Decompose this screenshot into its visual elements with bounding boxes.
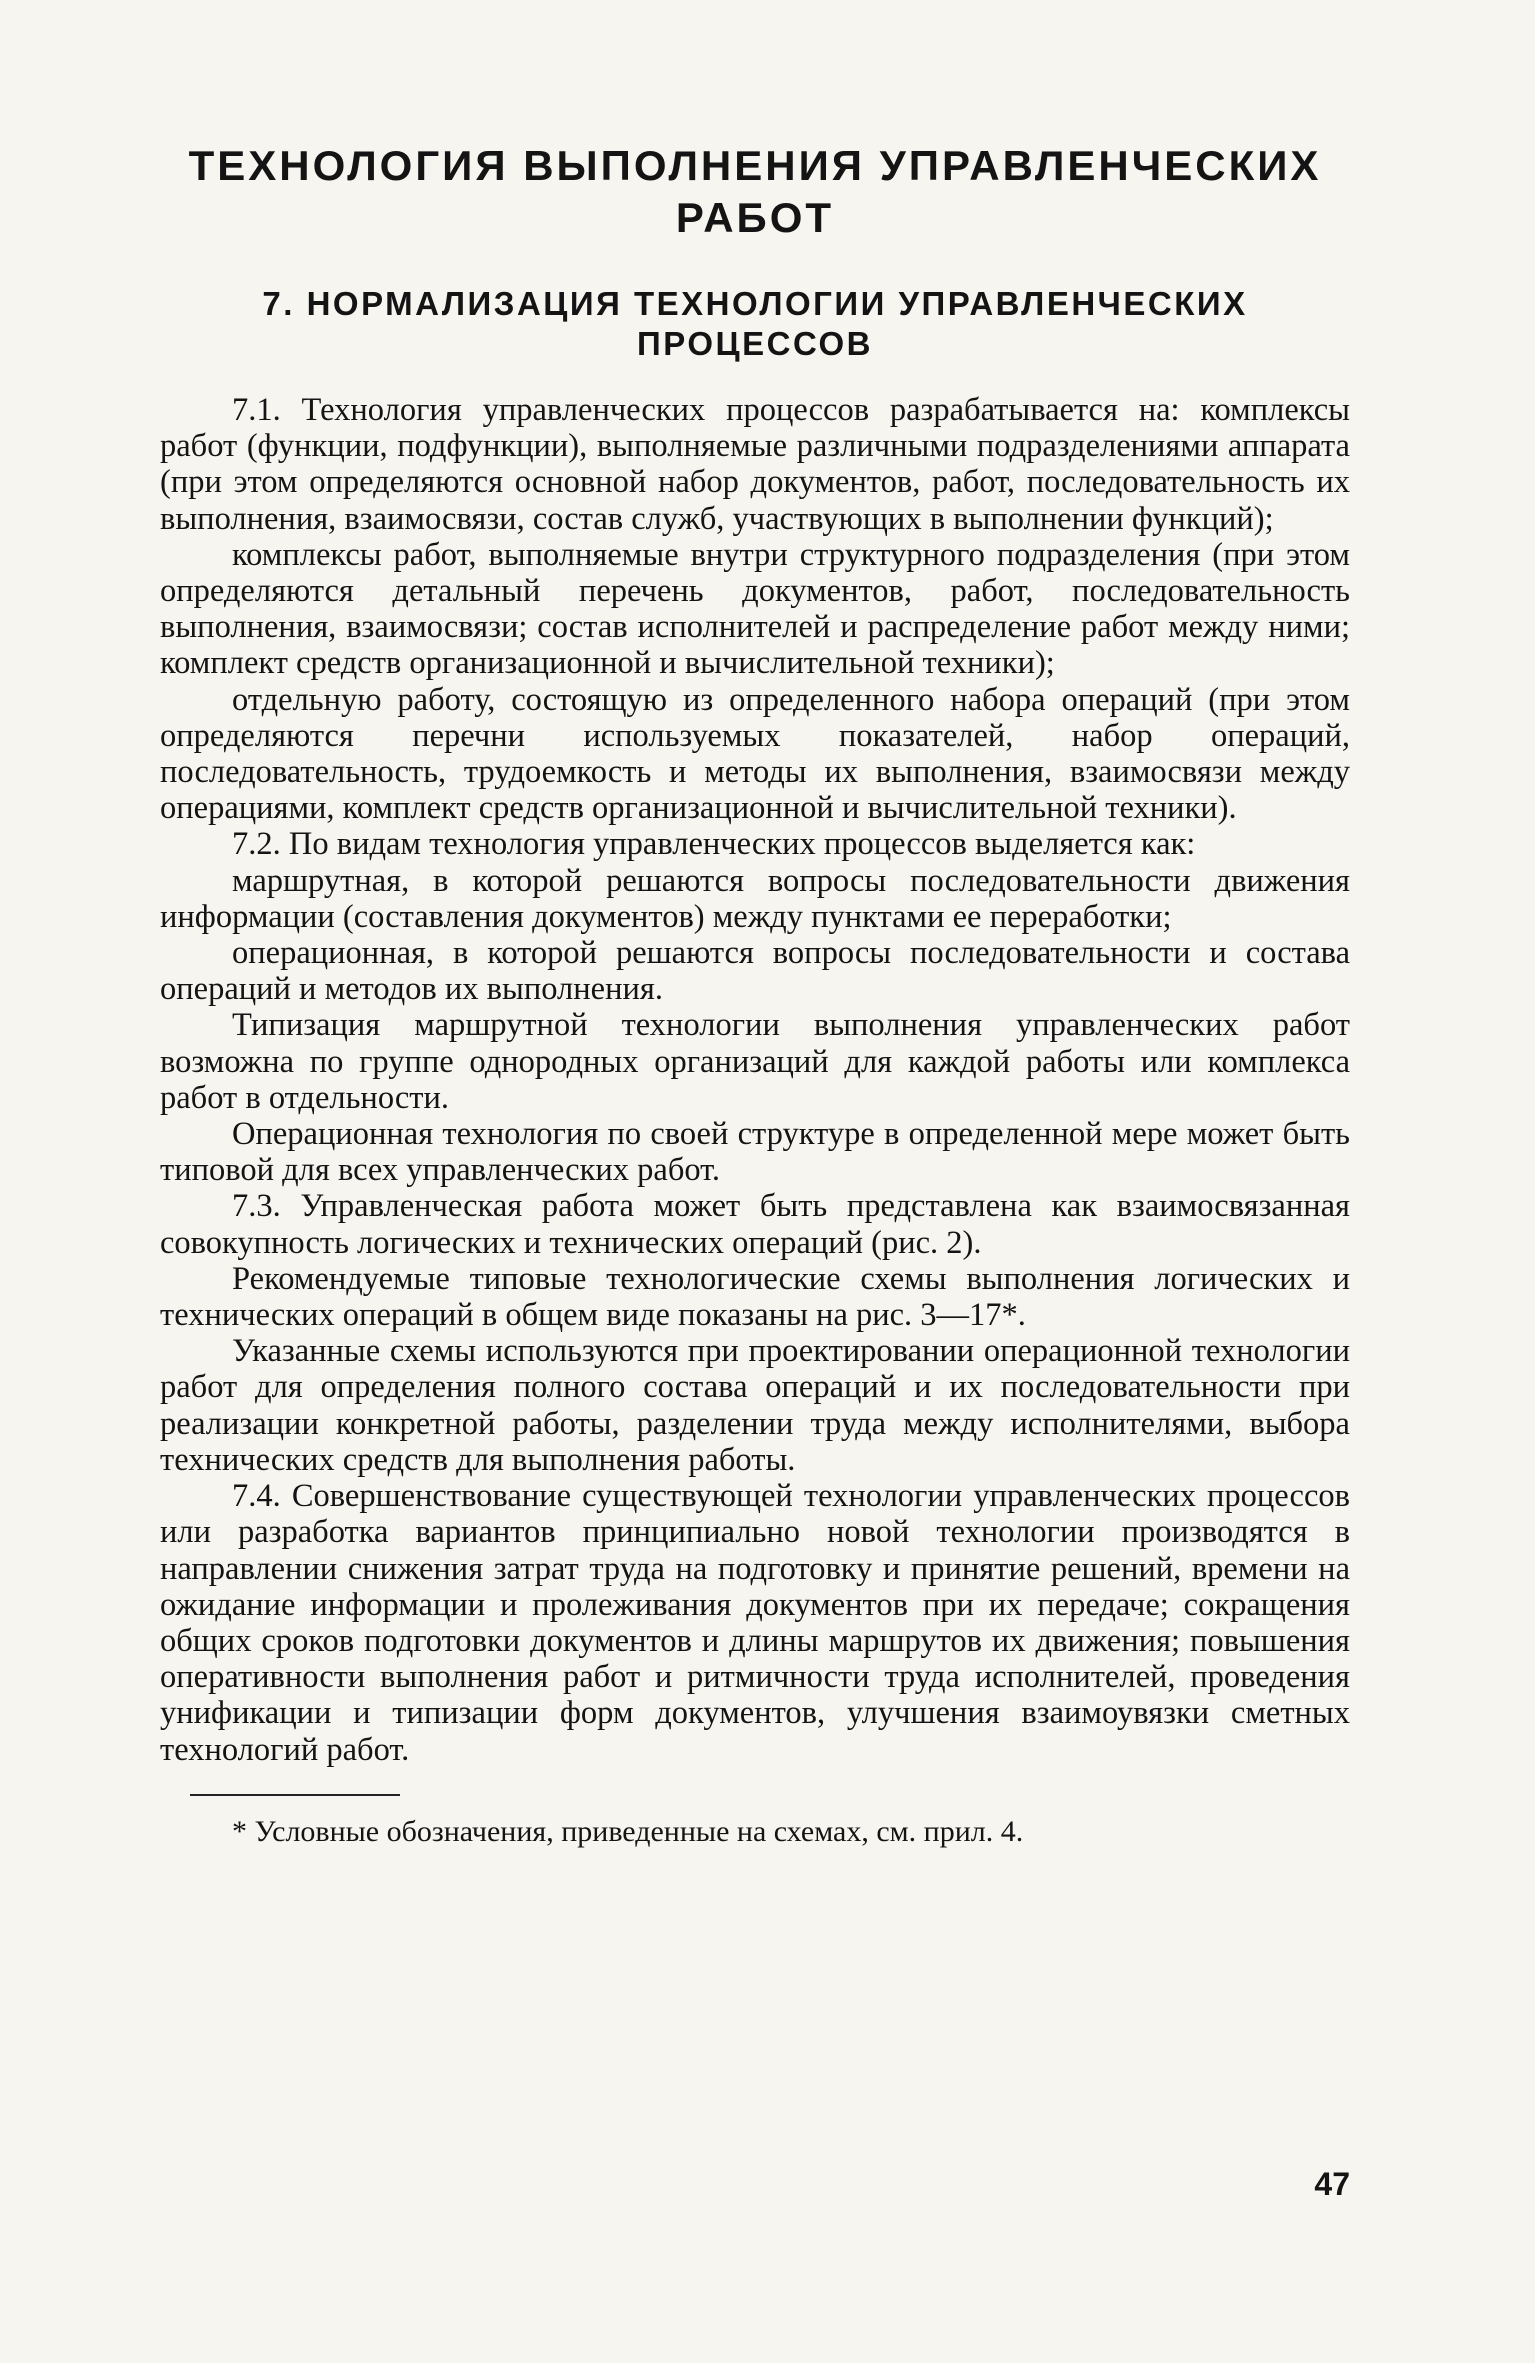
document-page — [160, 140, 1350, 2202]
paragraph-list-item: маршрутная, в которой решаются вопросы последовательности движения информации (составления документов) между пунктами ее переработки; — [160, 862, 1350, 935]
paragraph-list-item: отдельную работу, состоящую из определенного набора операций (при этом определяются перечни используемых показателей, набор операций, последовательность, трудоемкость и методы их выполнения, взаимосвязи между операциями, комплект средств организационной и вычислительной техники). — [160, 681, 1350, 827]
footnote-divider — [190, 1794, 400, 1796]
footnote: * Условные обозначения, приведенные на схемах, см. прил. 4. — [232, 1814, 1024, 1848]
paragraph-7-2: 7.2. По видам технология управленческих процессов выделяется как: — [232, 826, 1196, 863]
paragraph-7-3: 7.3. Управленческая работа может быть представлена как взаимосвязанная совокупность логических и технических операций (рис. 2). — [160, 1188, 1350, 1261]
paragraph: Указанные схемы используются при проектировании операционной технологии работ для определения полного состава операций и их последовательности при реализации конкретной работы, разделении труда между исполнителями, выбора технических средств для выполнения работы. — [160, 1333, 1350, 1478]
paragraph-7-4: 7.4. Совершенствование существующей технологии управленческих процессов или разработка вариантов принципиально новой технологии производятся в направлении снижения затрат труда на подготовку и принятие решений, времени на ожидание информации и пролеживания документов при их передаче; сокращения общих сроков подготовки документов и длины маршрутов их движения; повышения оперативности выполнения работ и ритмичности труда исполнителей, проведения унификации и типизации форм документов, улучшения взаимоувязки сметных технологий работ. — [160, 1478, 1350, 1768]
paragraph: Рекомендуемые типовые технологические схемы выполнения логических и технических операций в общем виде показаны на рис. 3—17*. — [160, 1260, 1350, 1334]
paragraph-7-1: 7.1. Технология управленческих процессов разрабатывается на: комплексы работ (функции, подфункции), выполняемые различными подразделениями аппарата (при этом определяются основной набор документов, работ, последовательность их выполнения, взаимосвязи, состав служб, участвующих в выполнении функций); — [160, 392, 1350, 537]
paragraph: Операционная технология по своей структуре в определенной мере может быть типовой для всех управленческих работ. — [160, 1116, 1350, 1189]
paragraph-list-item: операционная, в которой решаются вопросы последовательности и состава операций и методов их выполнения. — [160, 935, 1350, 1008]
paragraph: Типизация маршрутной технологии выполнения управленческих работ возможна по группе однородных организаций для каждой работы или комплекса работ в отдельности. — [160, 1007, 1350, 1116]
page-title: ТЕХНОЛОГИЯ ВЫПОЛНЕНИЯ УПРАВЛЕНЧЕСКИХ РАБОТ — [188, 142, 1322, 241]
section-title: 7. НОРМАЛИЗАЦИЯ ТЕХНОЛОГИИ УПРАВЛЕНЧЕСКИХ ПРОЦЕССОВ — [262, 285, 1248, 362]
page-number: 47 — [1314, 2166, 1350, 2202]
paragraph-list-item: комплексы работ, выполняемые внутри структурного подразделения (при этом определяются детальный перечень документов, работ, последовательность выполнения, взаимосвязи; состав исполнителей и распределение работ между ними; комплект средств организационной и вычислительной техники); — [160, 536, 1350, 682]
body-text — [160, 392, 1350, 1768]
